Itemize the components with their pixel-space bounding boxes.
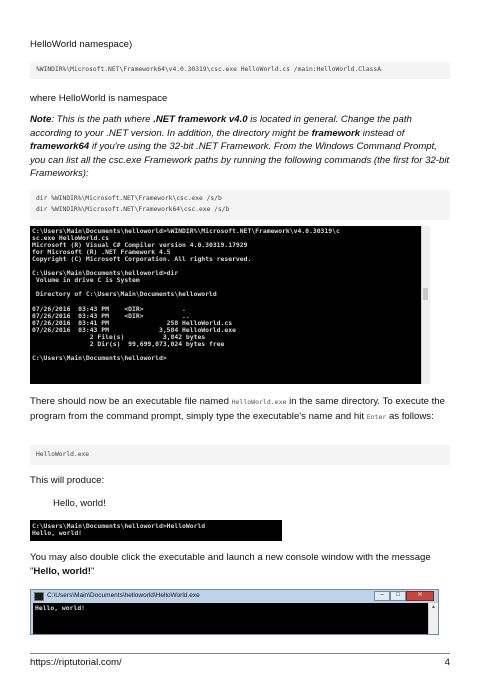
console-line: Directory of C:\Users\Main\Documents\helloworld bbox=[32, 290, 217, 299]
console-line: C:\Users\Main\Documents\helloworld> bbox=[32, 353, 167, 362]
footer-divider bbox=[30, 653, 450, 654]
produce-text: This will produce: bbox=[30, 475, 105, 486]
hello-output-text: Hello, world! bbox=[53, 498, 106, 509]
minimize-button[interactable]: – bbox=[374, 591, 390, 601]
dir-command-32: dir %WINDIR%\Microsoft.NET\Framework\csc.exe /s/b bbox=[36, 195, 222, 202]
console-line: for Microsoft (R) .NET Framework 4.5 bbox=[32, 248, 171, 257]
console-line: 07/26/2016 03:41 PM 258 HelloWorld.cs bbox=[32, 318, 233, 327]
note-bold-3: framework64 bbox=[30, 141, 90, 153]
double-click-paragraph bbox=[30, 551, 450, 578]
console-line: Microsoft (R) Visual C# Compiler version 4.0.30319.17929 bbox=[32, 241, 248, 250]
intro-text: HelloWorld namespace) bbox=[30, 39, 133, 50]
inline-code-exe: HelloWorld.exe bbox=[231, 398, 287, 406]
console-line: C:\Users\Main\Documents\helloworld>%WINDIR%\Microsoft.NET\Framework\v4.0.30319\c bbox=[32, 227, 340, 235]
console-line: Copyright (C) Microsoft Corporation. All rights reserved. bbox=[32, 255, 252, 264]
console-line: 07/26/2016 03:43 PM <DIR> .. bbox=[32, 311, 190, 320]
compile-command-block bbox=[30, 62, 450, 79]
run-text-2: in the same directory. To execute the program from the command prompt, simply type the executable's name and hit bbox=[30, 396, 445, 422]
compile-console-screenshot bbox=[30, 226, 421, 384]
inline-code-enter: Enter bbox=[366, 412, 387, 421]
maximize-button[interactable]: □ bbox=[390, 591, 406, 601]
close-button[interactable]: ✕ bbox=[406, 591, 434, 601]
console-line: C:\Users\Main\Documents\helloworld>dir bbox=[32, 269, 179, 278]
note-text-4: if you're using the 32-bit .NET Framework. From the Windows Command Prompt, you can list all the csc.exe Framework paths by running the following commands (the first for 32-bit Frameworks): bbox=[30, 141, 450, 180]
note-text-2: is located in general. Change the path according to your .NET version. In addition, the directory might be bbox=[30, 114, 412, 139]
run-text-1: There should now be an executable file named bbox=[30, 396, 232, 407]
note-bold-2: framework bbox=[311, 127, 361, 139]
run-command-block bbox=[30, 445, 450, 465]
console-scrollbar[interactable] bbox=[421, 226, 430, 384]
console-app-icon bbox=[34, 592, 44, 601]
note-text-3: instead of bbox=[360, 127, 405, 139]
console-line: Hello, world! bbox=[32, 529, 83, 538]
run-text-3: as follows: bbox=[386, 410, 434, 422]
dbl-text-1: You may also double click the executable and launch a new console window with the message " bbox=[30, 552, 431, 577]
window-scrollbar[interactable] bbox=[428, 603, 438, 634]
console-window bbox=[30, 589, 439, 635]
note-paragraph bbox=[30, 113, 450, 181]
dbl-bold: Hello, world! bbox=[33, 565, 91, 577]
window-console-area bbox=[33, 603, 428, 634]
where-text: where HelloWorld is namespace bbox=[30, 93, 168, 104]
note-label: Note bbox=[30, 114, 52, 125]
console-line: C:\Users\Main\Documents\helloworld>HelloWorld bbox=[32, 522, 206, 530]
console-line: 07/26/2016 03:43 PM <DIR> . bbox=[32, 304, 186, 313]
console-line: 2 File(s) 3,842 bytes bbox=[32, 332, 206, 341]
note-text-1: : This is the path where bbox=[51, 114, 154, 125]
console-line: 2 Dir(s) 99,699,073,024 bytes free bbox=[32, 339, 225, 348]
dir-command-64: dir %WINDIR%\Microsoft.NET\Framework64\csc.exe /s/b bbox=[36, 205, 230, 213]
scroll-up-icon[interactable]: ▲ bbox=[431, 604, 436, 610]
console-line: 07/26/2016 03:43 PM 3,584 HelloWorld.exe bbox=[32, 325, 236, 334]
compile-command: %WINDIR%\Microsoft.NET\Framework64\v4.0.30319\csc.exe HelloWorld.cs /main:HelloWorld.ClassA bbox=[36, 66, 381, 73]
run-console-screenshot bbox=[30, 520, 282, 541]
window-title: C:\Users\Main\Documents\helloworld\HelloWorld.exe bbox=[47, 592, 200, 599]
footer-url[interactable]: https://riptutorial.com/ bbox=[30, 657, 122, 668]
window-output: Hello, world! bbox=[35, 604, 86, 612]
console-line: Volume in drive C is System bbox=[32, 276, 140, 285]
dir-commands-block bbox=[30, 190, 450, 220]
scrollbar-thumb[interactable] bbox=[423, 288, 428, 300]
window-titlebar[interactable] bbox=[31, 590, 438, 602]
run-command: HelloWorld.exe bbox=[36, 451, 90, 458]
note-bold-1: .NET framework v4.0 bbox=[153, 114, 248, 125]
page-number: 4 bbox=[444, 657, 450, 668]
dbl-text-2: " bbox=[90, 565, 95, 577]
run-instructions bbox=[30, 395, 450, 424]
console-line: sc.exe HelloWorld.cs bbox=[32, 234, 109, 243]
